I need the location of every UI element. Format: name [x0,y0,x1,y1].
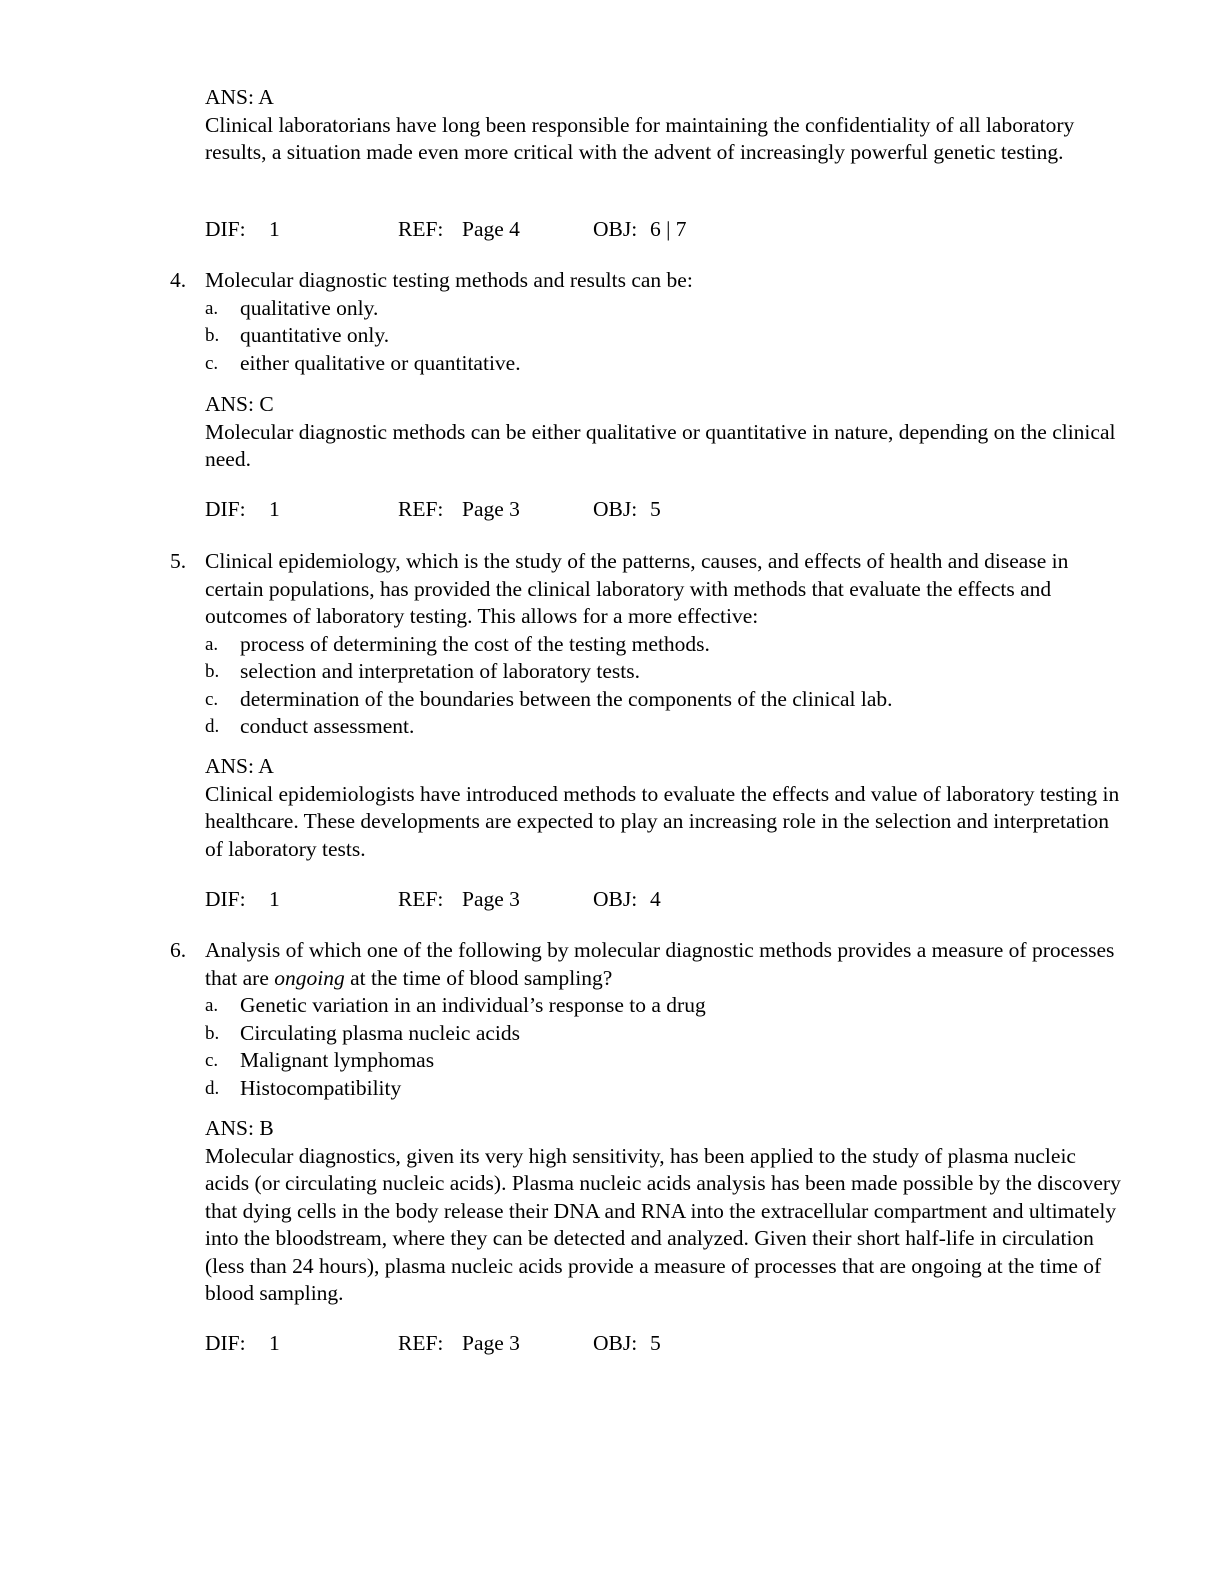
dif-label: DIF: [205,1331,246,1355]
question-6 [205,937,1125,1102]
option-d [205,713,1125,741]
dif-value: 1 [269,887,280,911]
answer-explanation: Clinical laboratorians have long been responsible for maintaining the confidentiality of all laboratory results, a situation made even more critical with the advent of increasingly powerful genetic testing. [205,112,1075,164]
option-letter: b. [205,325,220,346]
option-letter: c. [205,688,219,710]
answer-value: A [258,85,274,109]
stem-emphasis: ongoing [274,965,345,990]
question-stem [205,937,1125,992]
option-text: Genetic variation in an individual’s response to a drug [240,993,706,1017]
answer-explanation: Clinical epidemiologists have introduced methods to evaluate the effects and value of laboratory testing in healthcare. These developments are expected to play an increasing role in the selection and interpretation of laboratory tests. [205,781,1120,861]
answer-block-q5 [205,753,1125,863]
ref-value: Page 4 [462,217,520,241]
question-4 [205,267,1125,377]
question-stem: Molecular diagnostic testing methods and results can be: [205,268,693,292]
option-c [205,686,1125,714]
answer-line [205,1115,1125,1143]
obj-value: 5 [650,1331,661,1355]
option-letter: d. [205,716,220,737]
question-number-4: 4. [170,268,187,292]
option-text: determination of the boundaries between the components of the clinical lab. [240,686,893,711]
obj-label: OBJ: [593,887,638,911]
answer-line [205,84,1125,112]
answer-line [205,391,1125,419]
obj-value: 6 | 7 [650,217,687,241]
option-letter: b. [205,1022,220,1044]
answer-value: B [259,1116,274,1140]
option-b [205,1020,1125,1048]
option-letter: a. [205,633,219,655]
option-c [205,1047,1125,1075]
option-letter: b. [205,661,220,682]
ref-value: Page 3 [462,1331,520,1355]
option-c [205,350,1125,378]
option-letter: c. [205,352,219,374]
question-number-5: 5. [170,549,187,573]
answer-value: A [258,754,274,778]
question-5 [205,548,1125,741]
obj-value: 5 [650,497,661,521]
dif-value: 1 [269,217,280,241]
answer-label: ANS: [205,392,254,416]
option-a [205,631,1125,659]
answer-explanation: Molecular diagnostic methods can be either qualitative or quantitative in nature, depending on the clinical need. [205,419,1116,471]
option-b [205,322,1125,350]
answer-label: ANS: [205,1116,254,1140]
option-a [205,295,1125,323]
option-letter: a. [205,995,219,1016]
answer-block-q3 [205,84,1125,167]
option-text: process of determining the cost of the testing methods. [240,631,710,656]
dif-label: DIF: [205,497,246,521]
question-number-6: 6. [170,938,187,962]
stem-text-end: at the time of blood sampling? [344,965,613,990]
option-letter: d. [205,1077,220,1099]
answer-block-q6 [205,1115,1125,1308]
option-text: Circulating plasma nucleic acids [240,1020,521,1045]
answer-label: ANS: [205,85,254,109]
answer-block-q4 [205,391,1125,474]
meta-row-q6 [205,1330,805,1358]
answer-line [205,753,1125,781]
dif-label: DIF: [205,217,246,241]
option-text: selection and interpretation of laboratory tests. [240,659,641,683]
obj-label: OBJ: [593,1331,638,1355]
ref-label: REF: [398,497,444,521]
option-text: conduct assessment. [240,714,415,738]
option-text: either qualitative or quantitative. [240,350,521,375]
option-text: qualitative only. [240,295,379,320]
option-a [205,992,1125,1020]
obj-label: OBJ: [593,497,638,521]
ref-label: REF: [398,1331,444,1355]
dif-value: 1 [269,1331,280,1355]
option-b [205,658,1125,686]
answer-value: C [259,392,274,416]
dif-value: 1 [269,497,280,521]
stem-text: Analysis of which one of the following by molecular diagnostic methods provides a measure of processes that are [205,938,1115,990]
answer-label: ANS: [205,754,254,778]
ref-value: Page 3 [462,887,520,911]
option-letter: a. [205,297,219,319]
ref-label: REF: [398,217,444,241]
ref-label: REF: [398,887,444,911]
obj-value: 4 [650,887,661,911]
meta-row-q5 [205,886,805,914]
dif-label: DIF: [205,887,246,911]
obj-label: OBJ: [593,217,638,241]
option-d [205,1075,1125,1103]
option-text: Histocompatibility [240,1075,402,1100]
question-stem: Clinical epidemiology, which is the study of the patterns, causes, and effects of health and disease in certain populations, has provided the clinical laboratory with methods that evaluate the effects and outcomes of laboratory testing. This allows for a more effective: [205,549,1069,628]
meta-row-q4 [205,496,805,524]
answer-explanation: Molecular diagnostics, given its very high sensitivity, has been applied to the study of plasma nucleic acids (or circulating nucleic acids). Plasma nucleic acids analysis has been made possible by the discovery that dying cells in the body release their DNA and RNA into the extracellular compartment and ultimately into the bloodstream, where they can be detected and analyzed. Given their short half-life in circulation (less than 24 hours), plasma nucleic acids provide a measure of processes that are ongoing at the time of blood sampling. [205,1143,1121,1305]
option-letter: c. [205,1050,219,1071]
option-text: Malignant lymphomas [240,1048,435,1072]
option-text: quantitative only. [240,323,390,347]
ref-value: Page 3 [462,497,520,521]
meta-row-q3 [205,216,805,244]
